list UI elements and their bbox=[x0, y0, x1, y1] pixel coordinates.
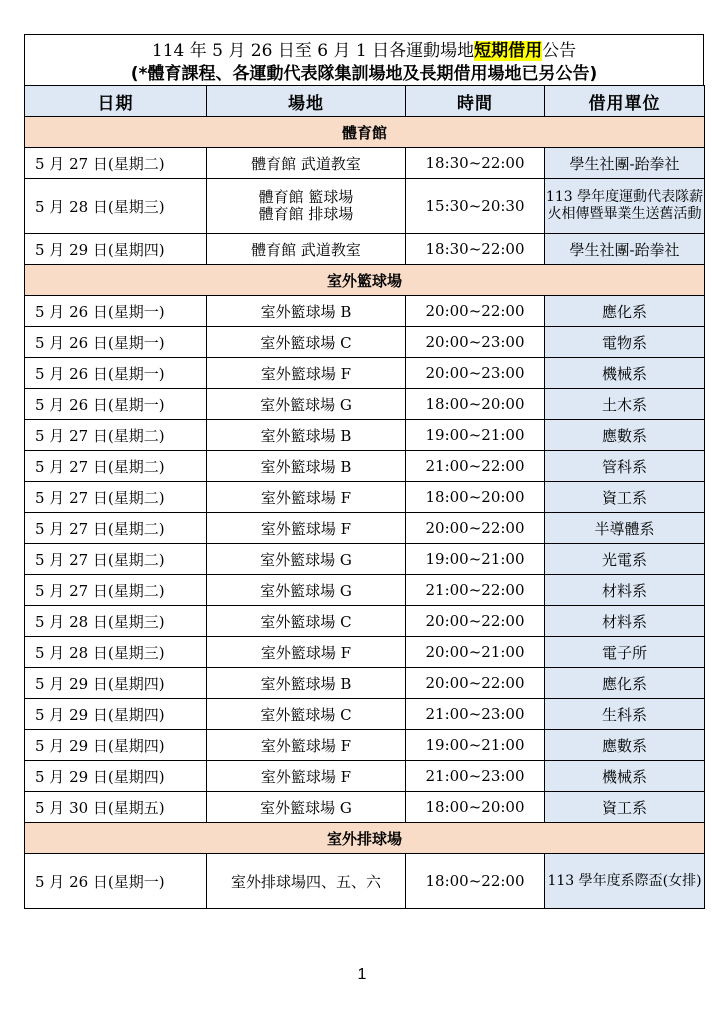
title-line-2: (*體育課程、各運動代表隊集訓場地及長期借用場地已另公告) bbox=[130, 64, 598, 84]
header-venue: 場地 bbox=[207, 86, 406, 117]
time-cell: 20:00~22:00 bbox=[406, 296, 545, 327]
section-header-row bbox=[25, 823, 705, 854]
venue-cell: 室外籃球場 B bbox=[207, 420, 406, 451]
date-cell: 5 月 28 日(星期三) bbox=[25, 606, 207, 637]
venue-cell: 室外籃球場 G bbox=[207, 544, 406, 575]
time-cell: 20:00~22:00 bbox=[406, 668, 545, 699]
time-cell: 18:00~20:00 bbox=[406, 389, 545, 420]
unit-cell: 材料系 bbox=[545, 606, 705, 637]
date-cell: 5 月 26 日(星期一) bbox=[25, 327, 207, 358]
table-row bbox=[25, 451, 705, 482]
venue-cell: 室外籃球場 B bbox=[207, 296, 406, 327]
table-row bbox=[25, 606, 705, 637]
time-cell: 19:00~21:00 bbox=[406, 730, 545, 761]
time-cell: 21:00~22:00 bbox=[406, 575, 545, 606]
table-row bbox=[25, 854, 705, 909]
venue-cell: 體育館 武道教室 bbox=[207, 148, 406, 179]
table-row bbox=[25, 761, 705, 792]
time-cell: 20:00~22:00 bbox=[406, 513, 545, 544]
table-row bbox=[25, 482, 705, 513]
date-cell: 5 月 29 日(星期四) bbox=[25, 699, 207, 730]
table-row bbox=[25, 699, 705, 730]
table-row bbox=[25, 730, 705, 761]
time-cell: 19:00~21:00 bbox=[406, 420, 545, 451]
unit-cell: 資工系 bbox=[545, 792, 705, 823]
time-cell: 20:00~23:00 bbox=[406, 327, 545, 358]
date-cell: 5 月 29 日(星期四) bbox=[25, 761, 207, 792]
unit-cell: 電物系 bbox=[545, 327, 705, 358]
header-date: 日期 bbox=[25, 86, 207, 117]
page-number: 1 bbox=[357, 966, 367, 983]
unit-cell: 土木系 bbox=[545, 389, 705, 420]
unit-cell: 學生社團-跆拳社 bbox=[545, 234, 705, 265]
venue-cell: 室外籃球場 G bbox=[207, 792, 406, 823]
venue-cell: 室外籃球場 F bbox=[207, 761, 406, 792]
venue-cell: 室外排球場四、五、六 bbox=[207, 854, 406, 909]
table-row bbox=[25, 148, 705, 179]
venue-cell: 室外籃球場 F bbox=[207, 513, 406, 544]
time-cell: 18:00~20:00 bbox=[406, 792, 545, 823]
table-row bbox=[25, 179, 705, 234]
date-cell: 5 月 27 日(星期二) bbox=[25, 148, 207, 179]
title-line-1 bbox=[25, 39, 703, 63]
venue-cell: 室外籃球場 F bbox=[207, 637, 406, 668]
header-time: 時間 bbox=[406, 86, 545, 117]
unit-cell: 應數系 bbox=[545, 420, 705, 451]
unit-cell: 電子所 bbox=[545, 637, 705, 668]
header-row bbox=[25, 86, 705, 117]
table-row bbox=[25, 234, 705, 265]
title-prefix: 114 年 5 月 26 日至 6 月 1 日各運動場地 bbox=[151, 41, 475, 61]
schedule-table bbox=[24, 85, 705, 909]
section-header-row bbox=[25, 265, 705, 296]
date-cell: 5 月 28 日(星期三) bbox=[25, 179, 207, 234]
time-cell: 15:30~20:30 bbox=[406, 179, 545, 234]
venue-cell: 室外籃球場 C bbox=[207, 699, 406, 730]
title-suffix: 公告 bbox=[542, 41, 577, 61]
section-title: 室外排球場 bbox=[25, 823, 705, 854]
time-cell: 18:30~22:00 bbox=[406, 148, 545, 179]
unit-cell: 113 學年度系際盃(女排) bbox=[545, 854, 705, 909]
unit-cell: 機械系 bbox=[545, 761, 705, 792]
venue-cell: 室外籃球場 C bbox=[207, 606, 406, 637]
date-cell: 5 月 27 日(星期二) bbox=[25, 575, 207, 606]
section-title: 室外籃球場 bbox=[25, 265, 705, 296]
title-highlight: 短期借用 bbox=[474, 41, 543, 61]
unit-cell: 應化系 bbox=[545, 668, 705, 699]
table-row bbox=[25, 544, 705, 575]
date-cell: 5 月 29 日(星期四) bbox=[25, 730, 207, 761]
table-row bbox=[25, 358, 705, 389]
time-cell: 18:00~20:00 bbox=[406, 482, 545, 513]
date-cell: 5 月 27 日(星期二) bbox=[25, 420, 207, 451]
section-header-row bbox=[25, 117, 705, 148]
unit-cell: 資工系 bbox=[545, 482, 705, 513]
date-cell: 5 月 27 日(星期二) bbox=[25, 544, 207, 575]
time-cell: 21:00~23:00 bbox=[406, 761, 545, 792]
venue-cell: 室外籃球場 F bbox=[207, 482, 406, 513]
time-cell: 19:00~21:00 bbox=[406, 544, 545, 575]
unit-cell: 113 學年度運動代表隊薪火相傳暨畢業生送舊活動 bbox=[545, 179, 705, 234]
venue-cell: 室外籃球場 B bbox=[207, 668, 406, 699]
table-row bbox=[25, 668, 705, 699]
unit-cell: 材料系 bbox=[545, 575, 705, 606]
venue-cell: 體育館 籃球場 體育館 排球場 bbox=[207, 179, 406, 234]
header-unit: 借用單位 bbox=[545, 86, 705, 117]
venue-cell: 室外籃球場 C bbox=[207, 327, 406, 358]
time-cell: 18:30~22:00 bbox=[406, 234, 545, 265]
time-cell: 20:00~21:00 bbox=[406, 637, 545, 668]
time-cell: 21:00~23:00 bbox=[406, 699, 545, 730]
date-cell: 5 月 30 日(星期五) bbox=[25, 792, 207, 823]
venue-cell: 室外籃球場 F bbox=[207, 358, 406, 389]
section-title: 體育館 bbox=[25, 117, 705, 148]
date-cell: 5 月 28 日(星期三) bbox=[25, 637, 207, 668]
unit-cell: 生科系 bbox=[545, 699, 705, 730]
table-row bbox=[25, 327, 705, 358]
unit-cell: 光電系 bbox=[545, 544, 705, 575]
date-cell: 5 月 26 日(星期一) bbox=[25, 358, 207, 389]
unit-cell: 學生社團-跆拳社 bbox=[545, 148, 705, 179]
unit-cell: 應化系 bbox=[545, 296, 705, 327]
table-row bbox=[25, 575, 705, 606]
schedule-body bbox=[25, 117, 705, 909]
venue-cell: 室外籃球場 G bbox=[207, 575, 406, 606]
time-cell: 20:00~23:00 bbox=[406, 358, 545, 389]
venue-cell: 室外籃球場 G bbox=[207, 389, 406, 420]
table-row bbox=[25, 389, 705, 420]
title-box bbox=[24, 34, 704, 85]
date-cell: 5 月 27 日(星期二) bbox=[25, 482, 207, 513]
table-row bbox=[25, 420, 705, 451]
venue-cell: 室外籃球場 F bbox=[207, 730, 406, 761]
unit-cell: 機械系 bbox=[545, 358, 705, 389]
date-cell: 5 月 26 日(星期一) bbox=[25, 854, 207, 909]
date-cell: 5 月 27 日(星期二) bbox=[25, 451, 207, 482]
venue-cell: 室外籃球場 B bbox=[207, 451, 406, 482]
unit-cell: 半導體系 bbox=[545, 513, 705, 544]
table-row bbox=[25, 637, 705, 668]
time-cell: 18:00~22:00 bbox=[406, 854, 545, 909]
unit-cell: 管科系 bbox=[545, 451, 705, 482]
venue-cell: 體育館 武道教室 bbox=[207, 234, 406, 265]
unit-cell: 應數系 bbox=[545, 730, 705, 761]
date-cell: 5 月 26 日(星期一) bbox=[25, 296, 207, 327]
table-row bbox=[25, 296, 705, 327]
date-cell: 5 月 29 日(星期四) bbox=[25, 668, 207, 699]
date-cell: 5 月 29 日(星期四) bbox=[25, 234, 207, 265]
date-cell: 5 月 26 日(星期一) bbox=[25, 389, 207, 420]
table-row bbox=[25, 792, 705, 823]
date-cell: 5 月 27 日(星期二) bbox=[25, 513, 207, 544]
time-cell: 20:00~22:00 bbox=[406, 606, 545, 637]
announcement-sheet bbox=[24, 34, 704, 909]
table-row bbox=[25, 513, 705, 544]
time-cell: 21:00~22:00 bbox=[406, 451, 545, 482]
